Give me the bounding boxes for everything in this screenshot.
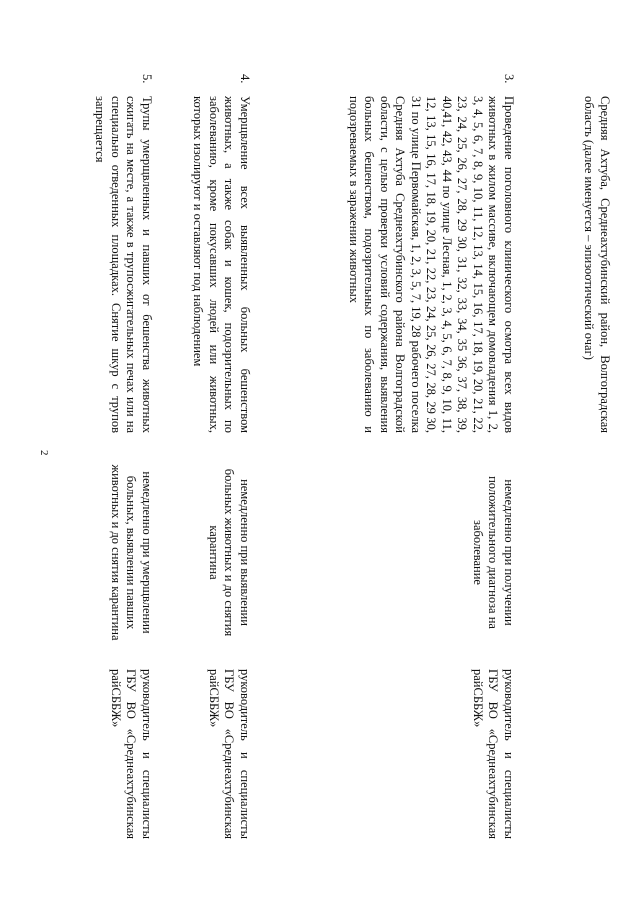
activity-text: Трупы умерщвленных и павших от бешенства животных сжигать на месте, а также в трупосжигательных печах или на специально отведенных площадках. Снятие шкур с трупов запрещается [93, 96, 154, 433]
row-number: 5. [140, 74, 154, 84]
deadline-text: немедленно при умерщвлении больных, выявлении павших животных и до снятия карантина [109, 464, 154, 641]
deadline-text: немедленно при получении положительного диагноза на заболевание [471, 476, 516, 629]
row-number: 3. [502, 74, 516, 84]
responsible-text: руководитель и специалисты ГБУ ВО «Среднеахтубинская райСББЖ» [471, 669, 516, 839]
deadline-text: немедленно при выявлении больных животных и до снятия карантина [207, 468, 252, 637]
intro-text: Средняя Ахтуба, Среднеахтубинский район, Волгоградская область (далее именуется – эпизоотический очаг) [582, 96, 612, 433]
row-number: 4. [238, 74, 252, 84]
responsible-text: руководитель и специалисты ГБУ ВО «Среднеахтубинская райСББЖ» [207, 669, 252, 839]
activity-text: Умерщвление всех выявленных больных бешенством животных, а также собак и кошек, подозрительных по заболеванию, кроме покусавших людей или животных, которых изолируют и оставляют под наблюдением [191, 96, 252, 433]
page-number: 2 [38, 450, 50, 456]
responsible-text: руководитель и специалисты ГБУ ВО «Среднеахтубинская райСББЖ» [109, 669, 154, 839]
activity-text: Проведение поголовного клинического осмотра всех видов животных в жилом массиве, включающем домовладения 1, 2, 3, 4, 5, 6, 7, 8, 9, 10, 11, 12, 13, 14, 15, 16, 17, 18, 19, 20, 21, 22, 23, 24, 25, 26, 27, 28, 29 30, 31, 32, 33, 34, 35 36, 37, 38, 39, 40,41, 42, 43, 44 по улице Лесная, 1, 2, 3, 4, 5, 6, 7, 8, 9, 10, 11, 12, 13, 15, 16, 17, 18, 19, 20, 21, 22, 23, 24, 25, 26, 27, 28, 29 30, 31 по улице Первомайская, 1, 2, 3, 5, 7, 19, 28 рабочего поселка Средняя Ахтуба Среднеахтубинского района Волгоградской области, с целью проверки условий содержания, выявления больных бешенством, подозрительных по заболеванию и подозреваемых в заражении животных [347, 96, 516, 433]
